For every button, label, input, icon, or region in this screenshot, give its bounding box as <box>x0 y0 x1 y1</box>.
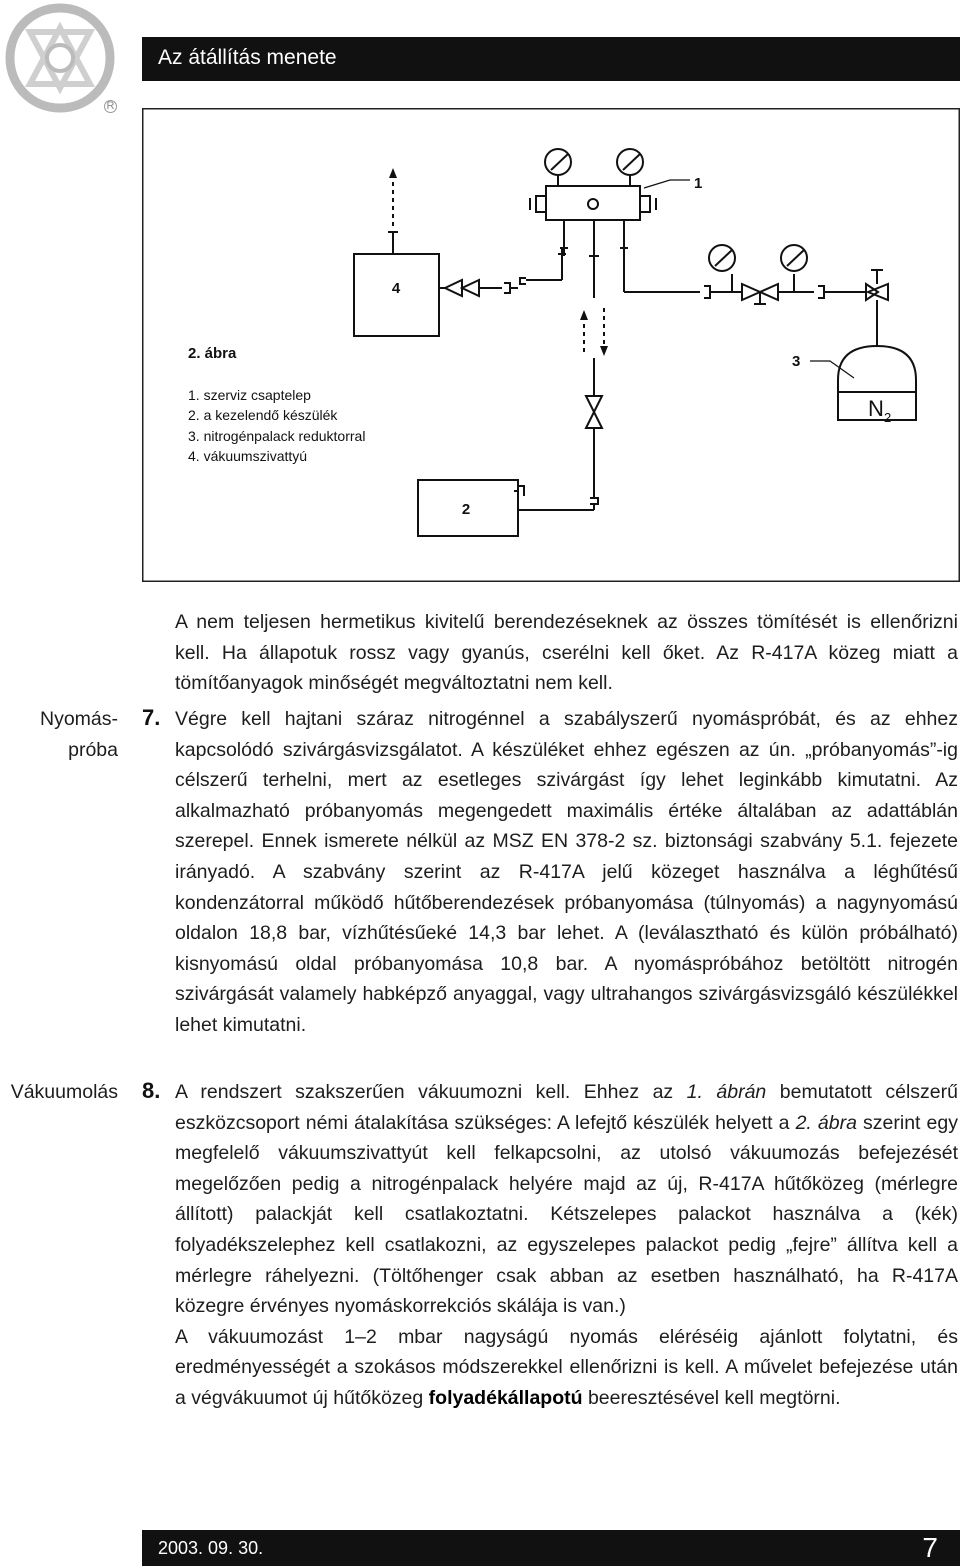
step-8-text-last: A vákuumozást 1–2 mbar nagyságú nyomás eléréséig ajánlott folytatni, és eredményességét a szokásos módszerekkel ellenőrizni is kell. A művelet befejezése után a végvákuumot új hűtőközeg folyadékállapotú beeresztésével kell megtörni. <box>175 1325 958 1409</box>
step-7-text: Végre kell hajtani száraz nitrogénnel a szabályszerű nyomáspróbát, és az ehhez kapcsolódó szivárgásvizsgálatot. A készüléket ehhez egészen az ún. „próbanyomás”-ig célszerű terhelni, mert az esetleges szivárgást így lehet leginkább kimutatni. Az alkalmazható próbanyomás megengedett maximális értéke általában az adattáblán szerepel. Ennek ismerete nélkül az MSZ EN 378-2 sz. biztonsági szabvány 5.1. fejezete irányadó. A szabvány szerint az R-417A jelű közeget használva a léghűtésű kondenzátorral működő hűtőberendezések próbanyomása (túlnyomás) a nagynyomású oldalon 18,8 bar, vízhűtésűeké 14,3 bar lehet. A (leválasztható és külön próbálható) kisnyomású oldal próbanyomása 10,8 bar. A nyomáspróbához betöltött nitrogén szivárgását valamely habképző anyaggal, vagy ultrahangos szivárgásvizsgáló készülékkel lehet kimutatni. <box>175 708 958 1036</box>
connection-diagram <box>142 108 960 582</box>
regulator-gauge-1 <box>709 245 735 271</box>
service-manifold <box>546 186 640 220</box>
step-8-paragraph <box>175 1077 958 1414</box>
cylinder-gas-subscript: 2 <box>884 410 892 425</box>
vacuum-pump-number: 4 <box>391 280 401 297</box>
section-label-line-1: Vákuumolás <box>10 1081 118 1103</box>
device-valve <box>586 396 602 428</box>
low-pressure-gauge <box>545 149 571 175</box>
exhaust-arrow <box>389 168 397 178</box>
intro-paragraph-text: A nem teljesen hermetikus kivitelű berendezéseknek az összes tömítését is ellenőrizni kell. Ha állapotuk rossz vagy gyanús, cserélni kell őket. Az R-417A közeg miatt a tömítőanyagok minőségét megváltoztatni nem kell. <box>175 611 958 695</box>
legend-item-4: 4. vákuumszivattyú <box>188 448 308 464</box>
regulator-gauge-2 <box>781 245 807 271</box>
section-label-pressure-test <box>8 704 118 765</box>
step-7-paragraph <box>175 704 958 1041</box>
legend-item-2: 2. a kezelendő készülék <box>188 407 338 423</box>
cylinder-number: 3 <box>792 353 801 370</box>
header-bar <box>142 37 960 81</box>
intro-paragraph <box>175 607 958 699</box>
step-number-8: 8. <box>142 1078 161 1103</box>
pump-valve <box>445 280 479 296</box>
section-label-line-1: Nyomás- <box>39 708 118 730</box>
company-logo <box>0 0 120 118</box>
step-number-7: 7. <box>142 705 161 730</box>
cylinder-gas-label: N <box>868 396 884 421</box>
figure-caption: 2. ábra <box>188 345 237 362</box>
legend-item-1: 1. szerviz csaptelep <box>188 387 311 403</box>
section-label-vacuum <box>0 1077 118 1108</box>
footer-date: 2003. 09. 30. <box>158 1538 264 1558</box>
registered-mark: R <box>104 100 117 113</box>
section-label-line-2: próba <box>68 738 118 761</box>
manifold-number: 1 <box>694 175 703 192</box>
high-pressure-gauge <box>617 149 643 175</box>
step-8-text: A rendszert szakszerűen vákuumozni kell. Ehhez az 1. ábrán bemutatott célszerű eszközcsoport némi átalakítása szükséges: A lefejtő készülék helyett a 2. ábra szerint egy megfelelő vákuumszivattyút kell felkapcsolni, az utolsó vákuumozás befejezését megelőzően pedig a nitrogénpalack helyére majd az új, R-417A hűtőközeg (mérlegre állított) palackját kell csatlakoztatni. Kétszelepes palackot használva a (kék) folyadékszelephez kell csatlakozni, az egyszelepes palackot pedig „fejre” állítva kell a mérlegre ráhelyezni. (Töltőhenger csak abban az esetben használható, ha R-417A közegre érvényes nyomáskorrekciós skálája is van.) <box>175 1081 958 1318</box>
device-number: 2 <box>461 501 471 518</box>
page-number: 7 <box>922 1532 938 1563</box>
footer-bar <box>142 1530 960 1566</box>
legend-item-3: 3. nitrogénpalack reduktorral <box>188 428 366 444</box>
page-title: Az átállítás menete <box>158 46 337 69</box>
